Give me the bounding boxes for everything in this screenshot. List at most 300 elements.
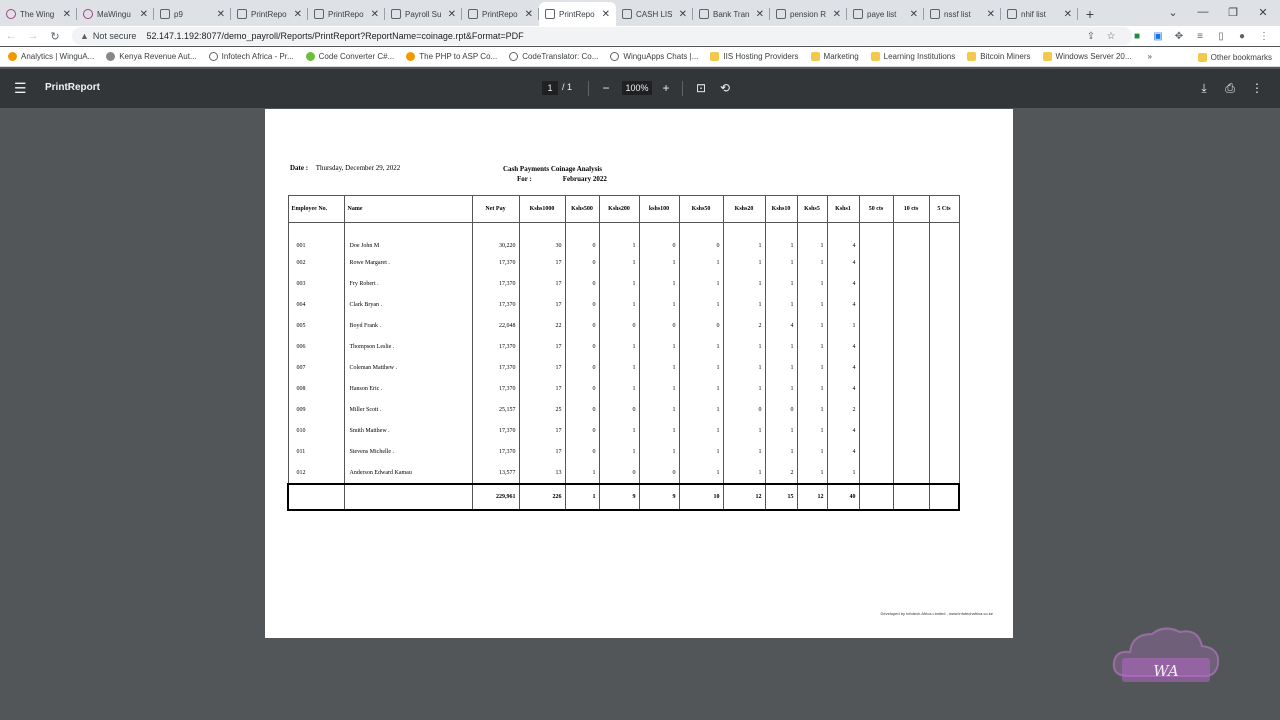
column-header: kshs100 [639, 196, 679, 223]
forward-button[interactable]: → [27, 30, 39, 42]
table-cell: 1 [765, 379, 797, 400]
table-cell: 1 [723, 223, 765, 253]
table-cell: 1 [599, 358, 639, 379]
bookmark-item[interactable] [306, 52, 395, 61]
divider [682, 81, 683, 96]
table-cell: 1 [723, 253, 765, 274]
tab-search-button[interactable]: ⌄ [1168, 6, 1178, 19]
table-cell: Boyd Frank . [344, 316, 472, 337]
table-cell [929, 358, 959, 379]
browser-tab[interactable] [308, 2, 385, 26]
table-cell: 0 [565, 421, 599, 442]
extensions-puzzle-icon[interactable]: ✥ [1174, 30, 1184, 42]
extension-translate-icon[interactable]: ▣ [1153, 30, 1163, 42]
table-cell: Smith Matthew . [344, 421, 472, 442]
tab-close-icon[interactable]: ✕ [678, 8, 687, 20]
table-cell [859, 337, 893, 358]
table-cell: 1 [679, 337, 723, 358]
other-bookmarks[interactable] [1198, 47, 1272, 67]
table-cell [859, 463, 893, 484]
tab-strip [0, 0, 1280, 26]
tab-favicon-icon [853, 9, 863, 19]
table-cell: 1 [723, 463, 765, 484]
table-cell: Miller Scott . [344, 400, 472, 421]
table-cell: 1 [679, 442, 723, 463]
browser-tab[interactable] [847, 2, 924, 26]
folder-icon [967, 52, 976, 61]
table-cell: 1 [797, 442, 827, 463]
table-cell: 4 [827, 358, 859, 379]
table-cell [929, 316, 959, 337]
tab-close-icon[interactable]: ✕ [447, 8, 456, 20]
table-cell [929, 223, 959, 253]
share-icon[interactable]: ⇪ [1086, 30, 1096, 42]
divider [588, 81, 589, 96]
tab-close-icon[interactable]: ✕ [1063, 8, 1072, 20]
table-row [288, 463, 959, 484]
browser-tab[interactable] [231, 2, 308, 26]
table-cell [929, 295, 959, 316]
table-cell: 1 [639, 358, 679, 379]
code-icon [306, 52, 315, 61]
table-cell: 1 [797, 295, 827, 316]
table-cell: 1 [797, 337, 827, 358]
bookmark-item[interactable] [871, 52, 956, 61]
column-header: 50 cts [859, 196, 893, 223]
tab-close-icon[interactable]: ✕ [986, 8, 995, 20]
bookmark-item[interactable] [610, 52, 698, 61]
footer-note: Developed by Infotech Africa Limited - www.infotechafrica.co.ke [880, 611, 993, 616]
table-cell: 009 [288, 400, 344, 421]
table-cell: 0 [599, 463, 639, 484]
tab-close-icon[interactable]: ✕ [370, 8, 379, 20]
bookmark-item[interactable] [710, 52, 798, 61]
bookmark-item[interactable] [406, 52, 497, 61]
folder-icon [871, 52, 880, 61]
tab-label: nssf list [944, 9, 971, 19]
table-cell: 0 [565, 253, 599, 274]
table-cell: 1 [723, 421, 765, 442]
table-cell [859, 442, 893, 463]
print-icon[interactable]: ⎙ [1225, 81, 1235, 95]
table-cell: 25 [519, 400, 565, 421]
table-cell: 001 [288, 223, 344, 253]
column-header: 10 cts [893, 196, 929, 223]
table-cell: 010 [288, 421, 344, 442]
table-cell: 1 [797, 421, 827, 442]
total-cell [929, 484, 959, 510]
table-cell: Anderson Edward Kamau [344, 463, 472, 484]
table-cell: 1 [679, 463, 723, 484]
tab-favicon-icon [776, 9, 786, 19]
table-cell: 1 [565, 463, 599, 484]
more-options-icon[interactable]: ⋮ [1251, 81, 1263, 95]
tab-favicon-icon [83, 9, 93, 19]
total-cell [344, 484, 472, 510]
total-cell: 12 [797, 484, 827, 510]
table-cell [893, 442, 929, 463]
bookmarks-bar [0, 47, 1280, 67]
table-cell: 1 [723, 379, 765, 400]
tab-close-icon[interactable]: ✕ [601, 8, 610, 20]
profile-avatar-icon[interactable]: ● [1238, 30, 1246, 42]
table-cell: 004 [288, 295, 344, 316]
table-cell: 1 [679, 379, 723, 400]
browser-tab[interactable] [1001, 2, 1078, 26]
bookmark-item[interactable] [106, 52, 196, 61]
column-header: Kshs500 [565, 196, 599, 223]
table-cell: 008 [288, 379, 344, 400]
table-cell: 25,157 [472, 400, 519, 421]
bookmark-item[interactable] [1043, 52, 1132, 61]
table-row [288, 337, 959, 358]
browser-tab[interactable] [924, 2, 1001, 26]
table-cell [929, 421, 959, 442]
table-cell: 13 [519, 463, 565, 484]
tab-label: pension R [790, 9, 827, 19]
table-cell: 30 [519, 223, 565, 253]
extension-icon[interactable]: ■ [1133, 30, 1141, 42]
table-cell: 0 [679, 316, 723, 337]
side-panel-icon[interactable]: ▯ [1218, 30, 1224, 42]
zoom-level-input[interactable]: 100% [622, 81, 652, 95]
table-cell: 006 [288, 337, 344, 358]
bookmark-item[interactable] [811, 52, 859, 61]
table-cell: 17,370 [472, 295, 519, 316]
table-cell: 1 [765, 274, 797, 295]
table-cell: 1 [723, 295, 765, 316]
table-cell [929, 463, 959, 484]
bookmark-label: CodeTranslator: Co... [522, 52, 599, 61]
tab-label: PrintRepo [251, 9, 287, 19]
tab-close-icon[interactable]: ✕ [909, 8, 918, 20]
warning-icon: ▲ [80, 31, 89, 41]
table-cell: 1 [599, 379, 639, 400]
table-row [288, 400, 959, 421]
zoom-in-icon[interactable]: + [662, 81, 670, 95]
table-cell: 003 [288, 274, 344, 295]
table-cell: 4 [827, 253, 859, 274]
table-cell [859, 253, 893, 274]
table-cell: 1 [765, 223, 797, 253]
fit-to-page-icon[interactable]: ⊡ [695, 81, 707, 95]
report-period: February 2022 [562, 175, 607, 183]
table-cell [859, 295, 893, 316]
table-cell: 17 [519, 295, 565, 316]
column-header: Name [344, 196, 472, 223]
table-header-row [288, 196, 959, 223]
tab-close-icon[interactable]: ✕ [216, 8, 225, 20]
folder-icon [710, 52, 719, 61]
table-cell: 17,370 [472, 442, 519, 463]
bookmark-label: IIS Hosting Providers [723, 52, 799, 61]
rotate-icon[interactable]: ⟲ [719, 81, 731, 95]
column-header: Kshs50 [679, 196, 723, 223]
tab-close-icon[interactable]: ✕ [62, 8, 71, 20]
table-row [288, 316, 959, 337]
table-cell [893, 421, 929, 442]
total-cell: 9 [639, 484, 679, 510]
table-row [288, 421, 959, 442]
table-cell: 4 [827, 295, 859, 316]
more-bookmarks-button[interactable]: » [1147, 52, 1152, 61]
table-cell: 17,370 [472, 421, 519, 442]
table-cell [859, 379, 893, 400]
new-tab-button[interactable]: + [1085, 6, 1095, 22]
column-header: Kshs5 [797, 196, 827, 223]
column-header: Employee No. [288, 196, 344, 223]
report-date [290, 164, 400, 172]
bookmark-item[interactable] [509, 52, 598, 61]
table-row [288, 379, 959, 400]
table-cell: 0 [599, 316, 639, 337]
table-cell: 1 [639, 337, 679, 358]
table-cell: 1 [639, 295, 679, 316]
totals-row [288, 484, 959, 510]
close-window-button[interactable]: ✕ [1258, 6, 1268, 19]
bookmark-list [8, 52, 1144, 61]
folder-icon [1043, 52, 1052, 61]
table-cell [859, 358, 893, 379]
table-row [288, 274, 959, 295]
tab-close-icon[interactable]: ✕ [755, 8, 764, 20]
table-cell: 13,577 [472, 463, 519, 484]
table-cell: 1 [797, 400, 827, 421]
back-button[interactable]: ← [5, 30, 17, 42]
tab-close-icon[interactable]: ✕ [293, 8, 302, 20]
php-icon [406, 52, 415, 61]
tab-favicon-icon [930, 9, 940, 19]
table-cell: 1 [639, 442, 679, 463]
table-cell: 1 [639, 379, 679, 400]
table-cell: 0 [565, 223, 599, 253]
table-cell [859, 421, 893, 442]
bookmark-item[interactable] [209, 52, 294, 61]
table-cell: 1 [599, 442, 639, 463]
table-cell: 1 [765, 337, 797, 358]
table-cell [859, 223, 893, 253]
page-number-input[interactable]: 1 [542, 81, 558, 95]
minimize-button[interactable]: — [1197, 6, 1209, 18]
omnibox[interactable] [72, 27, 1132, 45]
table-row [288, 295, 959, 316]
browser-tab[interactable] [693, 2, 770, 26]
table-cell [893, 295, 929, 316]
tab-label: Payroll Su [405, 9, 442, 19]
table-cell: Hanson Eric . [344, 379, 472, 400]
table-cell [893, 400, 929, 421]
table-cell: 0 [765, 400, 797, 421]
bookmark-label: Code Converter C#... [318, 52, 395, 61]
table-row [288, 253, 959, 274]
table-cell: 17,370 [472, 358, 519, 379]
browser-tab[interactable] [385, 2, 462, 26]
report-title: Cash Payments Coinage Analysis [503, 165, 602, 173]
table-cell [929, 379, 959, 400]
table-body [288, 223, 959, 510]
table-cell: 0 [639, 223, 679, 253]
browser-tab[interactable] [77, 2, 154, 26]
tab-close-icon[interactable]: ✕ [524, 8, 533, 20]
total-cell: 229,961 [472, 484, 519, 510]
browser-tab[interactable] [539, 2, 616, 26]
tab-list [0, 2, 1078, 26]
table-cell: 1 [797, 379, 827, 400]
table-cell: 17 [519, 358, 565, 379]
browser-tab[interactable] [462, 2, 539, 26]
browser-tab[interactable] [616, 2, 693, 26]
bookmark-item[interactable] [8, 52, 94, 61]
table-cell: 2 [723, 316, 765, 337]
table-cell: 0 [639, 463, 679, 484]
reading-list-icon[interactable]: ≡ [1197, 30, 1203, 42]
table-cell: Doe John M [344, 223, 472, 253]
bookmark-label: Bitcoin Miners [980, 52, 1031, 61]
column-header: Kshs20 [723, 196, 765, 223]
table-cell: 0 [565, 316, 599, 337]
table-cell: 4 [827, 337, 859, 358]
tab-label: p9 [174, 9, 183, 19]
table-cell: 4 [827, 274, 859, 295]
table-cell: 1 [639, 421, 679, 442]
restore-button[interactable]: ❐ [1228, 6, 1238, 19]
tab-close-icon[interactable]: ✕ [832, 8, 841, 20]
table-cell: 17 [519, 379, 565, 400]
bookmark-star-icon[interactable]: ☆ [1106, 30, 1116, 42]
kra-icon [106, 52, 115, 61]
total-cell: 12 [723, 484, 765, 510]
table-cell: Thompson Leslie . [344, 337, 472, 358]
table-cell: 1 [599, 337, 639, 358]
table-cell: 007 [288, 358, 344, 379]
table-cell [893, 463, 929, 484]
hamburger-menu-icon[interactable]: ☰ [14, 80, 27, 96]
bookmark-label: Kenya Revenue Aut... [119, 52, 197, 61]
table-cell: Fry Robert . [344, 274, 472, 295]
table-cell: 0 [639, 316, 679, 337]
total-cell [288, 484, 344, 510]
tab-label: nhif list [1021, 9, 1046, 19]
column-header: Kshs1 [827, 196, 859, 223]
table-cell [893, 223, 929, 253]
table-cell: 1 [797, 358, 827, 379]
security-label: Not secure [92, 31, 137, 41]
table-cell: 1 [797, 274, 827, 295]
table-cell: Coleman Matthew . [344, 358, 472, 379]
table-cell: 1 [679, 295, 723, 316]
table-cell: 012 [288, 463, 344, 484]
table-cell: 17 [519, 253, 565, 274]
table-cell [929, 337, 959, 358]
reload-button[interactable]: ↻ [50, 30, 60, 43]
download-icon[interactable]: ⤓ [1201, 81, 1207, 95]
table-cell [859, 316, 893, 337]
browser-tab[interactable] [770, 2, 847, 26]
total-cell: 226 [519, 484, 565, 510]
total-cell: 9 [599, 484, 639, 510]
table-cell: 17 [519, 337, 565, 358]
table-cell: 1 [827, 316, 859, 337]
bar-chart-icon [8, 52, 17, 61]
table-cell [893, 337, 929, 358]
table-cell: 1 [679, 400, 723, 421]
table-cell [929, 442, 959, 463]
tab-favicon-icon [6, 9, 16, 19]
browser-tab[interactable] [154, 2, 231, 26]
table-cell: 4 [827, 379, 859, 400]
report-heading [503, 164, 607, 184]
table-cell: 1 [797, 463, 827, 484]
date-value: Thursday, December 29, 2022 [315, 164, 401, 172]
table-cell: Stevens Michelle . [344, 442, 472, 463]
folder-icon [811, 52, 820, 61]
table-cell: 002 [288, 253, 344, 274]
table-cell [859, 274, 893, 295]
url-text[interactable]: 52.147.1.192:8077/demo_payroll/Reports/PrintReport?ReportName=coinage.rpt&Format=PDF [146, 31, 524, 41]
browser-menu-icon[interactable]: ⋮ [1259, 30, 1269, 42]
table-cell: 17 [519, 442, 565, 463]
tab-favicon-icon [699, 9, 709, 19]
table-cell: 0 [723, 400, 765, 421]
pdf-toolbar [0, 69, 1280, 108]
bookmark-label: Analytics | WinguA... [21, 52, 95, 61]
table-cell: Rowe Margaret . [344, 253, 472, 274]
column-header: Kshs1000 [519, 196, 565, 223]
table-cell: 1 [765, 253, 797, 274]
table-cell: 1 [797, 223, 827, 253]
browser-tab[interactable] [0, 2, 77, 26]
total-cell [893, 484, 929, 510]
table-cell [893, 358, 929, 379]
table-cell: 17 [519, 274, 565, 295]
tab-favicon-icon [468, 9, 478, 19]
table-cell: 30,220 [472, 223, 519, 253]
table-cell: 0 [565, 379, 599, 400]
table-cell: 1 [599, 223, 639, 253]
table-cell: 4 [827, 442, 859, 463]
tab-label: PrintRepo [482, 9, 518, 19]
bookmark-item[interactable] [967, 52, 1030, 61]
tab-favicon-icon [1007, 9, 1017, 19]
total-cell: 40 [827, 484, 859, 510]
table-cell: 1 [639, 274, 679, 295]
tab-favicon-icon [545, 9, 555, 19]
table-cell: 1 [723, 337, 765, 358]
table-cell: 1 [827, 463, 859, 484]
table-cell: 1 [723, 274, 765, 295]
total-cell: 15 [765, 484, 797, 510]
tab-label: PrintRepo [559, 9, 595, 19]
table-cell: 1 [679, 358, 723, 379]
table-cell: 2 [765, 463, 797, 484]
zoom-out-icon[interactable]: − [602, 81, 610, 95]
other-bookmarks-label: Other bookmarks [1210, 52, 1272, 62]
wa-logo-watermark [1108, 620, 1224, 688]
table-cell: 011 [288, 442, 344, 463]
table-cell: 0 [565, 295, 599, 316]
tab-label: The Wing [20, 9, 55, 19]
tab-close-icon[interactable]: ✕ [139, 8, 148, 20]
table-cell: 0 [565, 442, 599, 463]
table-cell [929, 253, 959, 274]
table-row [288, 442, 959, 463]
total-cell: 1 [565, 484, 599, 510]
column-header: Net Pay [472, 196, 519, 223]
table-cell [929, 400, 959, 421]
tab-label: paye list [867, 9, 897, 19]
table-cell: 4 [827, 223, 859, 253]
table-cell [893, 379, 929, 400]
